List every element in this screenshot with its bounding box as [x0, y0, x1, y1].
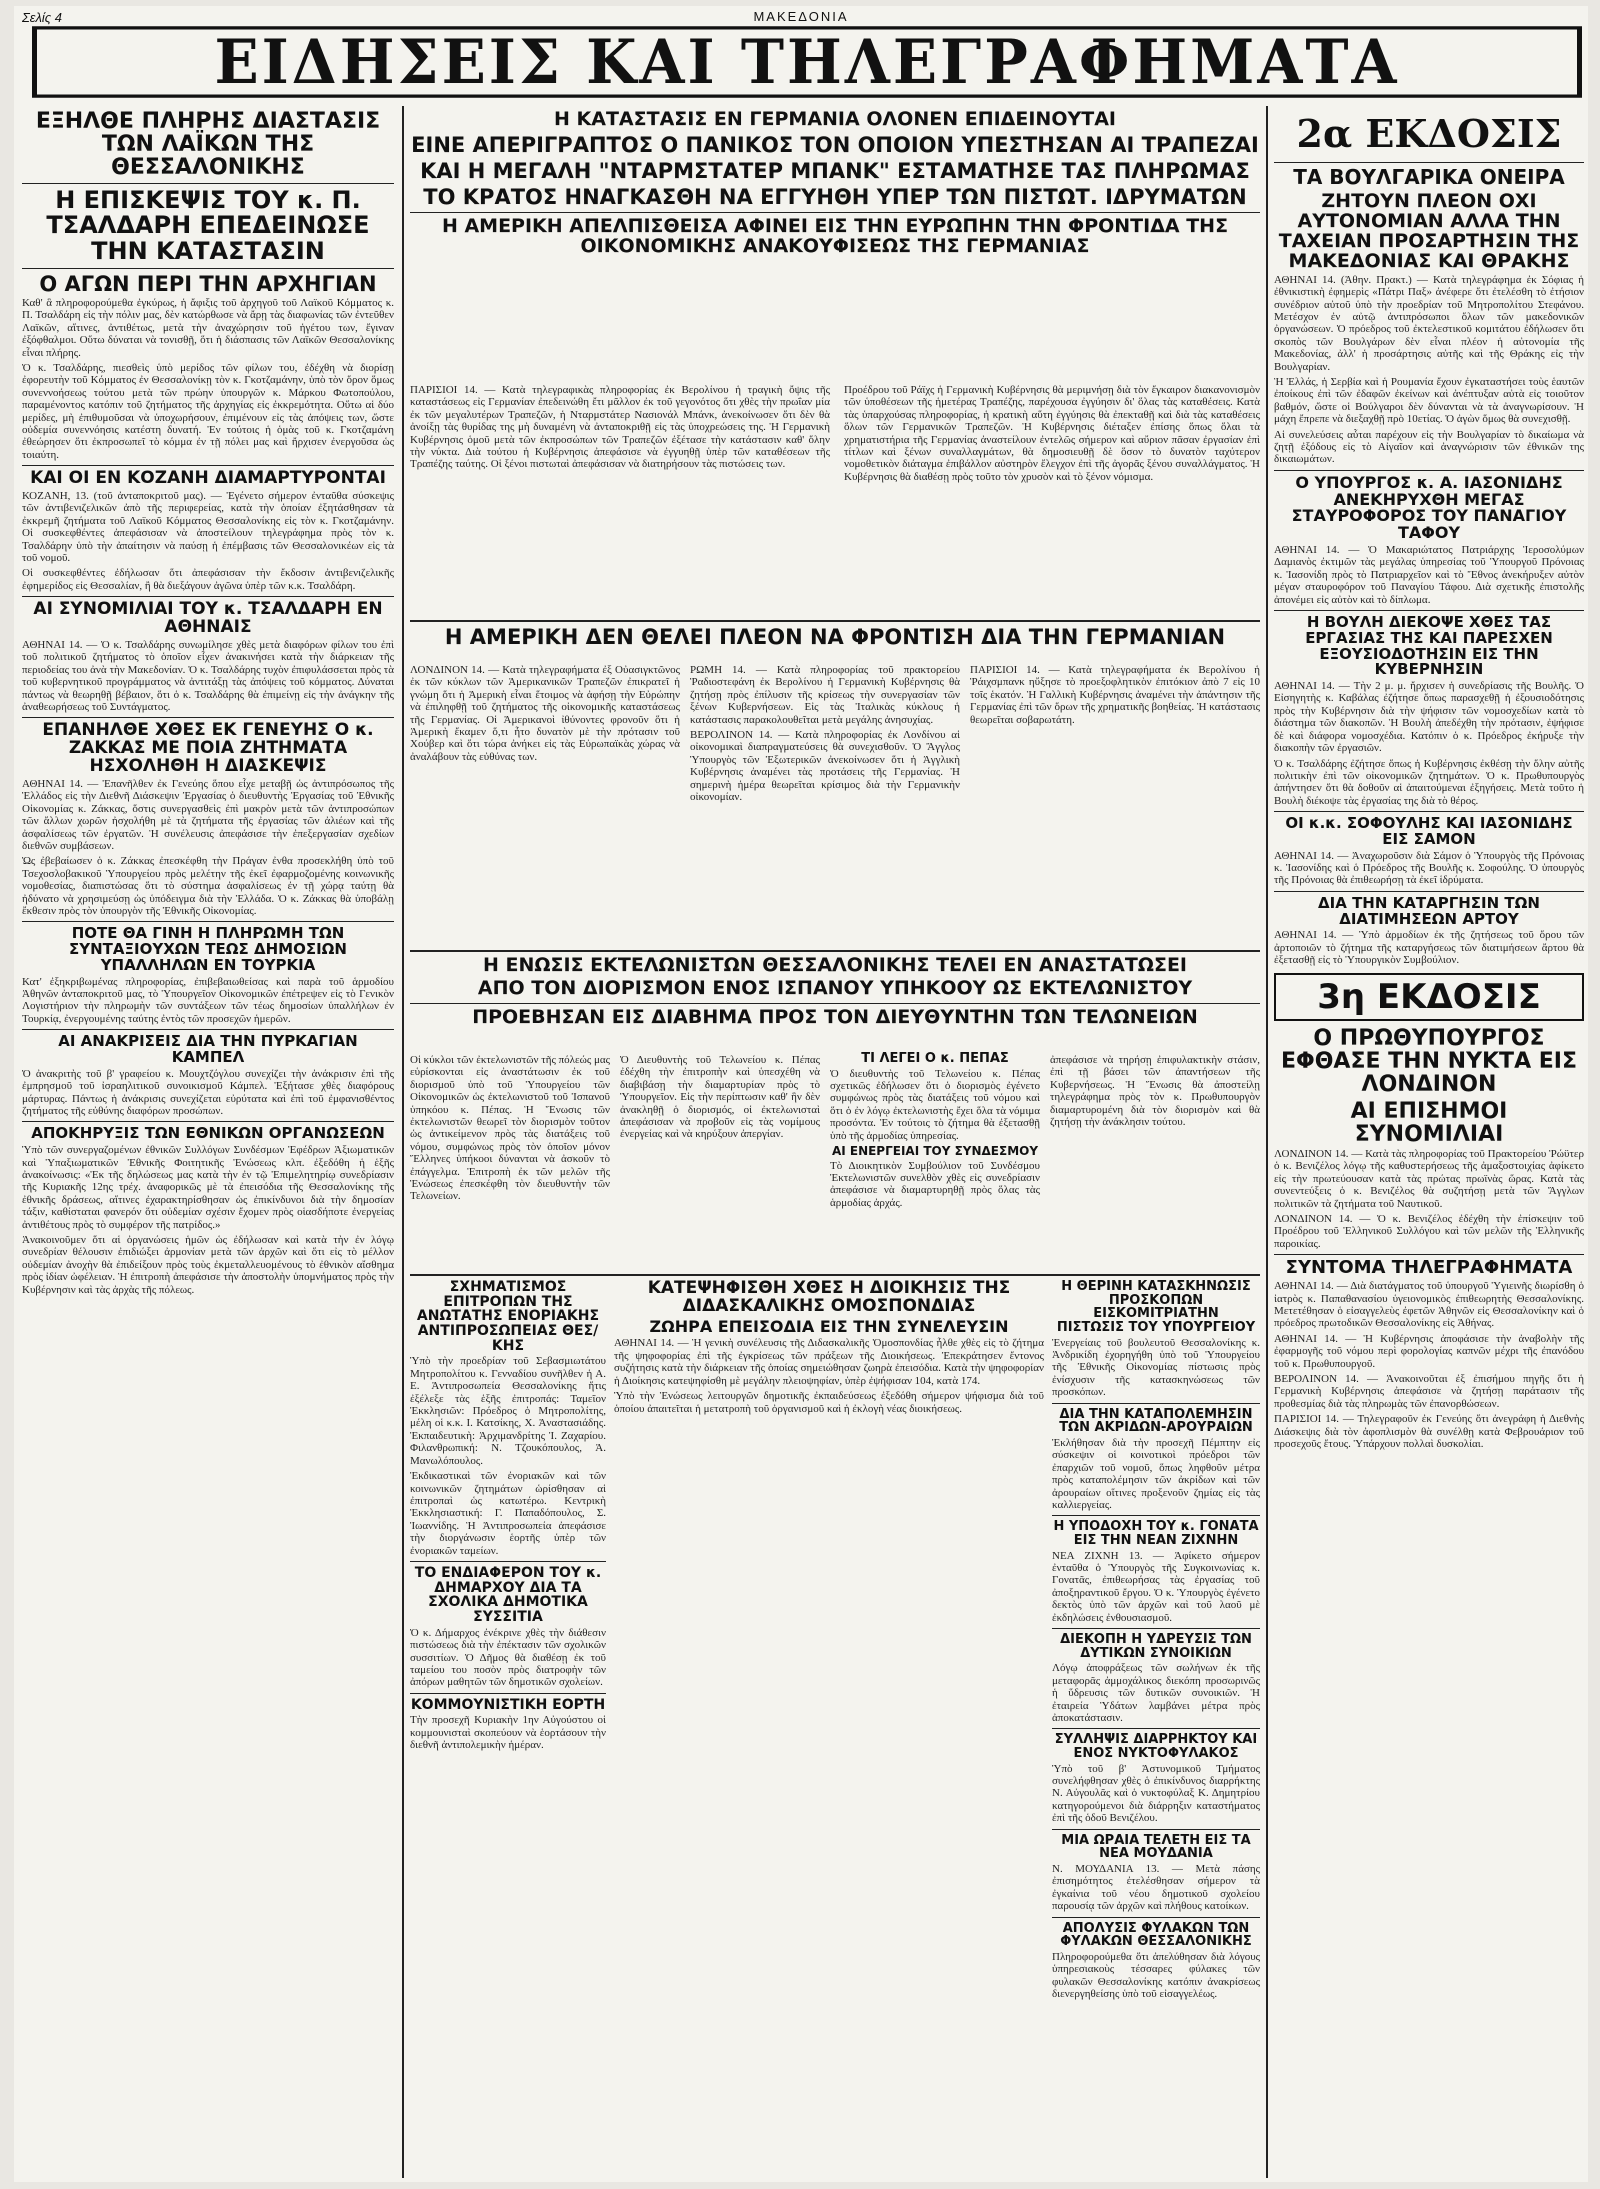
article-text: ΑΘΗΝΑΙ 14. — Ἡ Κυβέρνησις ἀποφάσισε τὴν ἀναβολὴν τῆς ἐφαρμογῆς τοῦ νόμου περὶ φορολογίας καπνῶν μέχρι τῆς ἐπανόδου τοῦ κ. Πρωθυπουργοῦ. [1274, 1332, 1584, 1370]
article-text: Κατ' ἐξηκριβωμένας πληροφορίας, ἐπιβεβαιωθείσας καὶ παρὰ τοῦ ἁρμοδίου Ἀθηνῶν ἀνταποκριτοῦ μας, τὸ Ὑπουργεῖον Οἰκονομικῶν ἐπέτρεψεν εἰς τὸ Γενικὸν Λογιστήριον τὴν πληρωμὴν τῶν συντάξεων τῶν τέως δημοσίων ὑπαλλήλων ἐν Τουρκίᾳ, ἐνεργουμένης ταύτης ἐντὸς τῶν προσεχῶν ἡμερῶν. [22, 975, 394, 1025]
article-text: Ν. ΜΟΥΔΑΝΙΑ 13. — Μετὰ πάσης ἐπισημότητος ἐτελέσθησαν σήμερον τὰ ἐγκαίνια τοῦ νέου δημοτικοῦ σχολείου παρουσίᾳ τῶν ἀρχῶν καὶ πλήθους κατοίκων. [1052, 1862, 1260, 1913]
article-text: Καθ' ἃ πληροφορούμεθα ἐγκύρως, ἡ ἄφιξις τοῦ ἀρχηγοῦ τοῦ Λαϊκοῦ Κόμματος κ. Π. Τσαλδάρη εἰς τὴν πόλιν μας, δὲν κατώρθωσε νὰ ἄρῃ τὰς διαφωνίας τῶν ἐντεῦθεν Λαϊκῶν, αἵτινες, ἀντιθέτως, μετὰ τὴν ἀναχώρησιν τοῦ ἡγέτου των, ἔγιναν ἐξόφθαλμοι. Οὕτω δύναται νὰ τονισθῇ, ὅτι ἡ διάσπασις τῶν Λαϊκῶν Θεσσαλονίκης εἶναι πλήρης. [22, 296, 394, 359]
headline: ΠΙΣΤΩΣΙΣ ΤΟΥ ΥΠΟΥΡΓΕΙΟΥ [1056, 1319, 1256, 1335]
article-text: Ὁ κ. Τσαλδάρης, πιεσθεὶς ὑπὸ μερίδος τῶν φίλων του, ἐδέχθη νὰ διορίσῃ ἐφορευτὴν τοῦ Κόμματος ἐν Θεσσαλονίκῃ τὸν κ. Γκοτζαμάνην, ὑπὸ τὸν ὅρον ὅμως συνεννοήσεως τούτου μετὰ τῶν πρώην ὑπουργῶν κ. Μάρκου Φωτοπούλου, παραμένοντος κατόπιν τοῦ ζητήματος τῆς ἀρχηγίας εἰς ἐκκρεμότητα. Οὕτω αἱ δύο μερίδες, μὴ ἐπιθυμοῦσαι νὰ ὑποχωρήσουν, ἐπιμένουν εἰς τὰς ἀπόψεις των, ὥστε οὐδεμία συνεννόησις κατέστη δυνατή. Ἐν τούτοις ἡ ὁμὰς τοῦ κ. Γκοτζαμάνη ἐθεώρησεν ὅτι ἐκπροσωπεῖ τὸ κόμμα ἐν τῇ πόλει μας καὶ ἤρχισεν ἐνεργοῦσα ὡς τοιαύτη. [22, 361, 394, 461]
headline: ΟΙ κ.κ. ΣΟΦΟΥΛΗΣ ΚΑΙ ΙΑΣΟΝΙΔΗΣ ΕΙΣ ΣΑΜΟΝ [1285, 814, 1573, 848]
article-text: Ἐνεργείαις τοῦ βουλευτοῦ Θεσσαλονίκης κ. Ἀνδρικίδη ἐχορηγήθη ὑπὸ τοῦ Ὑπουργείου τῆς Ἐθνικῆς Οἰκονομίας πίστωσις πρὸς ἐνίσχυσιν τῆς κατασκηνώσεως τῶν προσκόπων. [1052, 1336, 1260, 1399]
article-text: Οἱ κύκλοι τῶν ἐκτελωνιστῶν τῆς πόλεώς μας εὑρίσκονται εἰς ἀναστάτωσιν ἐκ τοῦ διορισμοῦ ὑπὸ τοῦ Ὑπουργείου τῶν Οἰκονομικῶν ὡς ἐκτελωνιστοῦ τοῦ Ἰσπανοῦ ὑπηκόου κ. Πέπας. Ἡ Ἕνωσις τῶν ἐκτελωνιστῶν θεωρεῖ τὸν διορισμὸν τοῦτον ὡς ἀντικείμενον πρὸς τὰς διατάξεις τοῦ νόμου, συμφώνως πρὸς τὸν ὁποῖον μόνον Ἕλληνες ὑπήκοοι δύνανται νὰ ἀσκοῦν τὸ ἐπάγγελμα. Ἐπιτροπὴ ἐκ τῶν μελῶν τῆς Ἑνώσεως ἐπεσκέφθη τὸν διευθυντὴν τῶν Τελωνείων. [410, 1054, 610, 1203]
headline: ΠΟΤΕ ΘΑ ΓΙΝΗ Η ΠΛΗΡΩΜΗ ΤΩΝ ΣΥΝΤΑΞΙΟΥΧΩΝ ΤΕΩΣ ΔΗΜΟΣΙΩΝ ΥΠΑΛΛΗΛΩΝ ΕΝ ΤΟΥΡΚΙΑ [69, 924, 347, 974]
article-text: ἀπεφάσισε νὰ τηρήσῃ ἐπιφυλακτικὴν στάσιν, ἐπὶ τῇ βάσει τῶν ἀπαντήσεων τῆς Κυβερνήσεως. Ἡ Ἕνωσις θὰ ἀποστείλῃ τηλεγράφημα πρὸς τὸν κ. Πρωθυπουργὸν διαμαρτυρομένη διὰ τὸν διορισμὸν καὶ θὰ ζητήσῃ τὴν ἀνάκλησιν τούτου. [1050, 1054, 1260, 1129]
headline: ΖΩΗΡΑ ΕΠΕΙΣΟΔΙΑ ΕΙΣ ΤΗΝ ΣΥΝΕΛΕΥΣΙΝ [649, 1316, 1009, 1336]
lower-center-col-c [1052, 1280, 1260, 2176]
headline: Η ΑΜΕΡΙΚΗ ΔΕΝ ΘΕΛΕΙ ΠΛΕΟΝ ΝΑ ΦΡΟΝΤΙΣΗ ΔΙΑ ΤΗΝ ΓΕΡΜΑΝΙΑΝ [444, 626, 1226, 649]
article-text: Τὸ Διοικητικὸν Συμβούλιον τοῦ Συνδέσμου Ἐκτελωνιστῶν συνελθὸν χθὲς εἰς συνεδρίασιν ἀπεφάσισε νὰ διαμαρτυρηθῇ πρὸς ὅλας τὰς ἁρμοδίας ἀρχάς. [830, 1159, 1040, 1209]
divider [410, 1274, 1260, 1276]
headline: Η ΥΠΟΔΟΧΗ ΤΟΥ κ. ΓΟΝΑΤΑ ΕΙΣ ΤΗΝ ΝΕΑΝ ΖΙΧΝΗΝ [1053, 1519, 1259, 1548]
article-text: Ὑπὸ τὴν προεδρίαν τοῦ Σεβασμιωτάτου Μητροπολίτου κ. Γενναδίου συνῆλθεν ἡ Α. Ε. Ἀντιπροσωπεία Θεσσαλονίκης ἥτις ἐξέλεξε τὰς ἑξῆς ἐπιτροπάς: Ταμεῖον Ἐκκλησιῶν: Πρόεδρος ὁ Μητροπολίτης, μέλη οἱ κ.κ. Ι. Κατσίκης, Χ. Ἀναστασιάδης. Ἐκπαιδευτικὴ: Ἀρχιμανδρίτης Ἰ. Ζαχαρίου. Φιλανθρωπική: Ν. Τζουκόπουλος, Ἀ. Μανωλόπουλος. [410, 1355, 606, 1467]
headline: ΜΙΑ ΩΡΑΙΑ ΤΕΛΕΤΗ ΕΙΣ ΤΑ ΝΕΑ ΜΟΥΔΑΝΙΑ [1061, 1832, 1251, 1862]
headline: ΔΙΕΚΟΠΗ Η ΥΔΡΕΥΣΙΣ ΤΩΝ ΔΥΤΙΚΩΝ ΣΥΝΟΙΚΙΩΝ [1060, 1632, 1252, 1661]
divider [410, 950, 1260, 952]
article-text: ΡΩΜΗ 14. — Κατὰ πληροφορίας τοῦ πρακτορείου Ῥαδιοστεφάνη ἐκ Βερολίνου ἡ Γερμανικὴ Κυβέρνησις θὰ ζητήσῃ πρὸς ἐπίλυσιν τῆς κρίσεως τὴν συνεργασίαν τῶν ξένων Κυβερνήσεων. Εἰς τὰς Ἰταλικὰς κύκλους ἡ κατάστασις παρακολουθεῖται μετὰ μεγάλης ἀνησυχίας. [690, 664, 960, 726]
headline: ΔΙΑ ΤΗΝ ΚΑΤΑΠΟΛΕΜΗΣΙΝ ΤΩΝ ΑΚΡΙΔΩΝ-ΑΡΟΥΡΑΙΩΝ [1059, 1406, 1253, 1436]
article-text: ΠΑΡΙΣΙΟΙ 14. — Τηλεγραφοῦν ἐκ Γενεύης ὅτι ἀνεγράφη ἡ Διεθνὴς Διάσκεψις διὰ τὸν ἀφοπλισμὸν θὰ συνέλθῃ κατὰ Φεβρουάριον τοῦ προσεχοῦς ἔτους. Ὑπάρχουν πολλαὶ δυσκολίαι. [1274, 1413, 1584, 1451]
article-text: Ὁ Διευθυντὴς τοῦ Τελωνείου κ. Πέπας ἐδέχθη τὴν ἐπιτροπὴν καὶ ὑπεσχέθη νὰ διαβιβάσῃ τὴν διαμαρτυρίαν πρὸς τὸ Ὑπουργεῖον. Εἰς τὴν περίπτωσιν καθ' ἣν δὲν ἀνακληθῇ ὁ διορισμός, οἱ ἐκτελωνισταὶ ἀπεφάσισαν νὰ προβοῦν εἰς τὰς νομίμους ἐνεργείας καὶ νὰ κηρύξουν ἀπεργίαν. [620, 1054, 820, 1141]
headline: ΑΠΟ ΤΟΝ ΔΙΟΡΙΣΜΟΝ ΕΝΟΣ ΙΣΠΑΝΟΥ ΥΠΗΚΟΟΥ ΩΣ ΕΚΤΕΛΩΝΙΣΤΟΥ [477, 976, 1193, 999]
headline: Η ΘΕΡΙΝΗ ΚΑΤΑΣΚΗΝΩΣΙΣ ΠΡΟΣΚΟΠΩΝ ΕΙΣΚΟΜΙΤΡΙΑΤΗΝ [1061, 1280, 1251, 1322]
headline: ΣΥΛΛΗΨΙΣ ΔΙΑΡΡΗΚΤΟΥ ΚΑΙ ΕΝΟΣ ΝΥΚΤΟΦΥΛΑΚΟΣ [1054, 1732, 1258, 1761]
headline: ΤΟ ΚΡΑΤΟΣ ΗΝΑΓΚΑΣΘΗ ΝΑ ΕΓΓΥΗΘΗ ΥΠΕΡ ΤΩΝ ΠΙΣΤΩΤ. ΙΔΡΥΜΑΤΩΝ [423, 185, 1247, 210]
customs-headline-block [410, 956, 1260, 1046]
article-text: Ὁ κ. Δήμαρχος ἐνέκρινε χθὲς τὴν διάθεσιν πιστώσεως διὰ τὴν ἐπέκτασιν τῶν σχολικῶν συσσιτίων. Ὁ Δῆμος θὰ διαθέσῃ ἐκ τοῦ ταμείου του ποσὸν πρὸς διατροφὴν τῶν ἀπόρων μαθητῶν τῶν δημοτικῶν σχολείων. [410, 1626, 606, 1689]
article-text: ΠΑΡΙΣΙΟΙ 14. — Κατὰ τηλεγραφήματα ἐκ Βερολίνου ἡ Ῥάιχσμπανκ ηὔξησε τὸ προεξοφλητικὸν ἐπιτόκιον ἀπὸ 7 εἰς 10 τοῖς ἑκατόν. Ἡ Γαλλικὴ Κυβέρνησις ἀναμένει τὴν ἀπάντησιν τῆς Γερμανίας ἐπὶ τῶν ὅρων τῆς χρηματικῆς βοηθείας. Ἡ κατάστασις θεωρεῖται σοβαρωτάτη. [970, 664, 1260, 726]
germany-article-left [410, 382, 830, 618]
article-text: Ὑπὸ τὴν Ἑνώσεως λειτουργῶν δημοτικῆς ἐκπαιδεύσεως ἐξεδόθη σήμερον ψήφισμα διὰ τοῦ ὁποίου ἀπαιτεῖται ἡ μετατροπὴ τοῦ ὀργανισμοῦ καὶ ἡ ἐκλογὴ νέας διοικήσεως. [614, 1390, 1044, 1415]
article-text: Τὴν προσεχῆ Κυριακὴν 1ην Αὐγούστου οἱ κομμουνισταὶ σκοπεύουν νὰ ἑορτάσουν τὴν διεθνῆ ἀντιπολεμικὴν ἡμέραν. [410, 1714, 606, 1752]
article-text: ΠΑΡΙΣΙΟΙ 14. — Κατὰ τηλεγραφικὰς πληροφορίας ἐκ Βερολίνου ἡ τραγικὴ ὄψις τῆς καταστάσεως εἰς Γερμανίαν ἐπεδεινώθη ἔτι μᾶλλον ἐκ τοῦ γεγονότος ὅτι χθὲς τὴν πρωΐαν μία ἐκ τῶν μεγαλυτέρων Τραπεζῶν, ἡ Νταρμστάτερ Νασιονάλ Μπάνκ, ἀνεκοίνωσεν ὅτι δὲν θὰ ἀνοίξῃ τὰς θυρίδας της μὴ δυναμένη νὰ ἀνταποκριθῇ εἰς τὰς ὑποχρεώσεις της. Ἡ Γερμανικὴ Κυβέρνησις ὁμοῦ μετὰ τῶν ἐκπροσώπων τῶν Τραπεζῶν ἐξέτασε τὴν κατάστασιν καθ' ὅλην τὴν νύκτα. Διὰ τούτου ἡ Κυβέρνησις ἀπεφάσισε νὰ ἐγγυηθῇ ὑπὲρ τῶν καταθέσεων τῆς Τραπέζης ταύτης. Οἱ ξένοι πιστωταὶ ἀπεφάσισαν νὰ διατηρήσουν τὰς πιστώσεις των. [410, 384, 830, 471]
newspaper-page [14, 6, 1588, 2182]
column-rule [402, 106, 404, 2178]
article-text: Προέδρου τοῦ Ράϊχς ἡ Γερμανικὴ Κυβέρνησις θὰ μεριμνήσῃ διὰ τὸν ἔγκαιρον διακανονισμὸν τῶν ὑποθέσεων τῆς ἡμετέρας Τραπέζης, παρέχουσα ἐγγύησιν δι' ὅλας τὰς καταθέσεις. Κατὰ τὰς ὑπαρχούσας πληροφορίας, ἡ κρατικὴ αὕτη ἐγγύησις θὰ ἐπεκταθῇ καὶ διὰ τὰς καταθέσεις ὅλων τῶν Γερμανικῶν Τραπεζῶν. Ἡ Κυβέρνησις διέταξεν ἐπίσης ὅπως ὅλαι τὰ χρηματιστήρια τῆς Γερμανίας ἀναστείλουν ἐντελῶς σήμερον καὶ αὔριον πᾶσαν ἐργασίαν ἐπὶ τίτλων καὶ ξένων συναλλαγμάτων, θὰ δημοσιευθῇ δὲ ὅσον τὸ δυνατὸν ταχύτερον νομοθετικὸν διάταγμα ἐπιβάλλον αὐστηρὸν ἔλεγχον ἐπὶ τῆς ἀγορᾶς ξένου συναλλάγματος. Ἡ Κυβέρνησις θὰ διαθέσῃ πρὸς τοῦτο τὸν χρυσὸν καὶ τὸ ξένον νόμισμα. [844, 384, 1260, 483]
headline: Ο ΥΠΟΥΡΓΟΣ κ. Α. ΙΑΣΟΝΙΔΗΣ ΑΝΕΚΗΡΥΧΘΗ ΜΕΓΑΣ ΣΤΑΥΡΟΦΟΡΟΣ ΤΟΥ ΠΑΝΑΓΙΟΥ ΤΑΦΟΥ [1291, 472, 1567, 543]
article-text: ΚΟΖΑΝΗ, 13. (τοῦ ἀνταποκριτοῦ μας). — Ἐγένετο σήμερον ἐνταῦθα σύσκεψις τῶν ἀντιβενιζελικῶν ἀπὸ τῆς περιφερείας, κατὰ τὴν ὁποίαν ἐξητάσθησαν τὰ ἐκκρεμῆ ζητήματα τοῦ Λαϊκοῦ Κόμματος Θεσσαλονίκης εἰς τὸν κ. Γκοτζαμάνην. Οἱ συσκεφθέντες ἀπεφάσισαν νὰ ἀποστείλουν τηλεγράφημα πρὸς τὸν κ. Τσαλδάρην ὑπὸ τὴν ἀπαίτησιν νὰ παύσῃ ἡ ἐπέμβασις τῶν Θεσσαλονικέων εἰς τὰ τοῦ νομοῦ. [22, 490, 394, 565]
article-text: ΑΘΗΝΑΙ 14. — Ὁ Μακαριώτατος Πατριάρχης Ἱεροσολύμων Δαμιανὸς ἐκτιμῶν τὰς μεγάλας ὑπηρεσίας τοῦ Ὑπουργοῦ Πρόνοιας κ. Ἰασονίδη πρὸς τὸ Πατριαρχεῖον καὶ τὸ Ἔθνος ἀνεκήρυξεν αὐτὸν μέγαν σταυροφόρον τοῦ Παναγίου Τάφου. Διὰ σχετικῆς ἐπιστολῆς ἀπονέμει εἰς αὐτὸν καὶ τὸ δίπλωμα. [1274, 544, 1584, 606]
customs-col-4 [1050, 1052, 1260, 1272]
article-text: ΑΘΗΝΑΙ 14. — Ἐπανῆλθεν ἐκ Γενεύης ὅπου εἶχε μεταβῇ ὡς ἀντιπρόσωπος τῆς Ἑλλάδος εἰς τὴν Διεθνῆ Διάσκεψιν Ἐργασίας ὁ διευθυντὴς Ἐργασίας τοῦ Ἐθνικῆς Οἰκονομίας κ. Ζάκκας, ὅστις συνεργασθεὶς ἐπὶ μακρὸν μετὰ τῶν ἀντιπροσώπων τῶν ἄλλων χωρῶν ἠσχολήθη μὲ τὰ ζητήματα τῆς ἐργασίας τῶν ἀλιέων καὶ τῆς ἀσφαλίσεως τῶν ἐργατῶν. Ἡ συνέλευσις ἀπεφάσισε τὴν ἐπεξεργασίαν σχεδίων διεθνῶν συμβάσεων. [22, 777, 394, 852]
lower-center-col-a [410, 1280, 606, 2176]
lower-center-col-b [614, 1280, 1044, 2176]
article-text: Λόγῳ ἀποφράξεως τῶν σωλήνων ἐκ τῆς μεταφορᾶς ἀμμοχάλικος διεκόπη προσωρινῶς ἡ ὕδρευσις τῶν δυτικῶν συνοικιῶν. Ἡ ἐταιρεία Ὑδάτων λαμβάνει μέτρα πρὸς ἀποκατάστασιν. [1052, 1662, 1260, 1724]
article-text: Αἱ συνελεύσεις αὗται παρέχουν εἰς τὴν Βουλγαρίαν τὸ δικαίωμα νὰ ζητῇ ἐξόδους εἰς τὸ Αἰγαῖον καὶ ἀναγνώρισιν τῶν ἐθνικῶν της δικαιωμάτων. [1274, 428, 1584, 466]
headline: ΚΑΙ Η ΜΕΓΑΛΗ "ΝΤΑΡΜΣΤΑΤΕΡ ΜΠΑΝΚ" ΕΣΤΑΜΑΤΗΣΕ ΤΑΣ ΠΛΗΡΩΜΑΣ [420, 158, 1250, 183]
america-col-1 [410, 662, 680, 946]
headline: Η ΑΜΕΡΙΚΗ ΑΠΕΛΠΙΣΘΕΙΣΑ ΑΦΙΝΕΙ ΕΙΣ ΤΗΝ ΕΥΡΩΠΗΝ ΤΗΝ ΦΡΟΝΤΙΔΑ ΤΗΣ ΟΙΚΟΝΟΜΙΚΗΣ ΑΝΑΚΟΥΦΙΣΕΩΣ ΤΗΣ ΓΕΡΜΑΝΙΑΣ [441, 215, 1229, 258]
article-text: Ὁ διευθυντὴς τοῦ Τελωνείου κ. Πέπας σχετικῶς ἐδήλωσεν ὅτι ὁ διορισμὸς ἐγένετο συμφώνως πρὸς τὰς διατάξεις τοῦ νόμου καὶ ὅτι ὁ ἐν λόγῳ ἐκτελωνιστὴς ἔχει ὅλα τὰ νόμιμα προσόντα. Ἐν τούτοις τὸ ζήτημα θὰ ἐξετασθῇ ὑπὸ τῆς ἁρμοδίας ὑπηρεσίας. [830, 1067, 1040, 1142]
article-text: Ὁ κ. Τσαλδάρης ἐζήτησε ὅπως ἡ Κυβέρνησις ἐκθέσῃ τὴν ὅλην αὐτῆς πολιτικὴν ἐπὶ τῶν οἰκονομικῶν ζητημάτων. Ὁ κ. Πρωθυπουργὸς ἀπήντησεν ὅτι θὰ δοθοῦν αἱ ἀπαιτούμεναι ἐξηγήσεις. Μετὰ τοῦτο ἡ Βουλὴ διέκοψε τὰς ἐργασίας της διὰ τὸ θέρος. [1274, 757, 1584, 807]
article-text: ΛΟΝΔΙΝΟΝ 14. — Κατὰ τὰς πληροφορίας τοῦ Πρακτορείου Ῥώϋτερ ὁ κ. Βενιζέλος λόγῳ τῆς καθυστερήσεως τῆς ἀμαξοστοιχίας ἀφίκετο εἰς τὴν πρωτεύουσαν κατὰ τὰς πρώτας πρωϊνὰς ὥρας. Κατὰ τὰς συνεντεύξεις ὁ κ. Βενιζέλος θὰ συζητήσῃ μετὰ τῶν Ἄγγλων πολιτικῶν τὰ ζητήματα τοῦ Ναυτικοῦ. [1274, 1148, 1584, 1210]
edition-3-label: 3η ΕΚΔΟΣΙΣ [1274, 973, 1584, 1021]
headline: ΕΠΑΝΗΛΘΕ ΧΘΕΣ ΕΚ ΓΕΝΕΥΗΣ Ο κ. ΖΑΚΚΑΣ ΜΕ ΠΟΙΑ ΖΗΤΗΜΑΤΑ ΗΣΧΟΛΗΘΗ Η ΔΙΑΣΚΕΨΙΣ [42, 720, 374, 777]
article-text: Ἐκδικαστικαὶ τῶν ἐνοριακῶν καὶ τῶν κοινωνικῶν ζητημάτων ὡρίσθησαν αἱ ἐπιτροπαὶ ὡς κατωτέρω. Κεντρικὴ Ἐκκλησιαστική: Γ. Παπαδόπουλος, Σ. Ἰωαννίδης. Ἡ Ἀντιπροσωπεία ἀπεφάσισε τὴν διοργάνωσιν ἑορτῆς ὑπὲρ τῶν ἐνοριακῶν ταμείων. [410, 1470, 606, 1557]
headline: ΚΑΙ ΟΙ ΕΝ ΚΟΖΑΝΗ ΔΙΑΜΑΡΤΥΡΟΝΤΑΙ [30, 468, 386, 489]
customs-col-2 [620, 1052, 820, 1272]
headline: ΕΞΗΛΘΕ ΠΛΗΡΗΣ ΔΙΑΣΤΑΣΙΣ ΤΩΝ ΛΑΪΚΩΝ ΤΗΣ ΘΕΣΣΑΛΟΝΙΚΗΣ [35, 110, 381, 181]
headline: ΠΡΟΕΒΗΣΑΝ ΕΙΣ ΔΙΑΒΗΜΑ ΠΡΟΣ ΤΟΝ ΔΙΕΥΘΥΝΤΗΝ ΤΩΝ ΤΕΛΩΝΕΙΩΝ [472, 1005, 1198, 1028]
article-text: Οἱ συσκεφθέντες ἐδήλωσαν ὅτι ἀπεφάσισαν τὴν ἔκδοσιν ἀντιβενιζελικῆς ἐφημερίδος εἰς Θεσσαλίαν, ἢ θὰ διεξάγουν ἀγῶνα ὑπὲρ τῶν κ.κ. Τσαλδάρη. [22, 567, 394, 592]
article-text: ΑΘΗΝΑΙ 14. — Διὰ διατάγματος τοῦ ὑπουργοῦ Ὑγιεινῆς διωρίσθη ὁ ἰατρὸς κ. Παπαθανασίου ὑγειονομικὸς ἐπιθεωρητὴς Θεσσαλονίκης. Μετετέθησαν ὁ εἰσαγγελεὺς ἐφετῶν Ἀθηνῶν εἰς Θεσσαλονίκην καὶ ὁ πρόεδρος πρωτοδικῶν Θεσσαλονίκης εἰς Ἀθήνας. [1274, 1280, 1584, 1330]
column-rule [1266, 106, 1268, 2178]
article-text: ΒΕΡΟΛΙΝΟΝ 14. — Ἀνακοινοῦται ἐξ ἐπισήμου πηγῆς ὅτι ἡ Γερμανικὴ Κυβέρνησις ἀπεφάσισε νὰ ζητήσῃ παράτασιν τῆς προθεσμίας διὰ τὰς πληρωμὰς τῶν ἐπανορθώσεων. [1274, 1373, 1584, 1410]
article-text: ΑΘΗΝΑΙ 14. — Ἡ γενικὴ συνέλευσις τῆς Διδασκαλικῆς Ὁμοσπονδίας ἦλθε χθὲς εἰς τὸ ζήτημα τῆς ψηφοφορίας ἐπὶ τῆς ἐγκρίσεως τῶν πράξεων τῆς Διοικήσεως. Ἐπεκράτησεν ἔντονος συζήτησις κατὰ τὴν διάρκειαν τῆς ὁποίας σημειώθησαν ζωηρὰ ἐπεισόδια. Κατὰ τὴν ψηφοφορίαν ἡ Διοίκησις κατεψηφίσθη μὲ μεγάλην πλειοψηφίαν, ὑπὲρ ἐψήφισαν 104, κατὰ 174. [614, 1337, 1044, 1387]
america-col-2 [690, 662, 960, 946]
article-text: Ἡ Ἑλλάς, ἡ Σερβία καὶ ἡ Ρουμανία ἔχουν ἐγκαταστήσει τοὺς ἑαυτῶν ἐποίκους ἐπὶ τῶν ἐδαφῶν ἐκείνων καὶ ἀνέπτυξαν αὐτὰ εἰς τοιοῦτον βαθμόν, ὥστε οἱ Βούλγαροι δὲν δύνανται νὰ τὰ ἀναγνωρίσουν. Ἡ μάχη ἔπρεπε νὰ διεξαχθῇ πρὸ 10ετίας. Ὁ ἀγὼν ὅμως θὰ συνεχισθῇ. [1274, 376, 1584, 426]
headline: ΤΑ ΒΟΥΛΓΑΡΙΚΑ ΟΝΕΙΡΑ [1293, 165, 1565, 189]
article-text: Πληροφορούμεθα ὅτι ἀπελύθησαν διὰ λόγους ὑπηρεσιακοὺς τέσσαρες φύλακες τῶν φυλακῶν Θεσσαλονίκης κατόπιν ἀνακρίσεως διενεργηθείσης ὑπὸ τοῦ εἰσαγγελέως. [1052, 1950, 1260, 2001]
headline: ΣΥΝΤΟΜΑ ΤΗΛΕΓΡΑΦΗΜΑΤΑ [1285, 1257, 1573, 1279]
article-text: ΑΘΗΝΑΙ 14. (Ἀθην. Πρακτ.) — Κατὰ τηλεγράφημα ἐκ Σόφιας ἡ ἐθνικιστικὴ ἐφημερὶς «Πάτρι Παξ» ἀνέφερε ὅτι ἐτελέσθη τὸ ἐτήσιον συνέδριον αὐτοῦ ὑπὸ τὴν προεδρίαν τοῦ Μητροπολίτου Στεφάνου. Μετέσχον ἐν αὐτῷ ἀντιπρόσωποι ὅλων τῶν μακεδονικῶν ὀργανώσεων. Ὁ πρόεδρος τοῦ ἐκτελεστικοῦ κομιτάτου ἐδήλωσεν ὅτι σκοπὸς τῶν Βουλγάρων δὲν εἶναι πλέον ἡ αὐτονομία τῆς Μακεδονίας, ἀλλ' ἡ προσάρτησις αὐτῆς καὶ τῆς Θράκης εἰς τὴν Βουλγαρίαν. [1274, 273, 1584, 373]
article-text: ΝΕΑ ΖΙΧΝΗ 13. — Ἀφίκετο σήμερον ἐνταῦθα ὁ Ὑπουργὸς τῆς Συγκοινωνίας κ. Γονατᾶς, ἐπιθεωρήσας τὰς ἐργασίας τοῦ ἀποξηραντικοῦ ἔργου. Ὁ κ. Ὑπουργὸς ἐγένετο δεκτὸς ὑπὸ τῶν ἀρχῶν καὶ τοῦ λαοῦ μὲ ἐκδηλώσεις ἐνθουσιασμοῦ. [1052, 1549, 1260, 1624]
headline: ΕΙΝΕ ΑΠΕΡΙΓΡΑΠΤΟΣ Ο ΠΑΝΙΚΟΣ ΤΟΝ ΟΠΟΙΟΝ ΥΠΕΣΤΗΣΑΝ ΑΙ ΤΡΑΠΕΖΑΙ [411, 132, 1259, 157]
america-headline [410, 626, 1260, 656]
headline: Η ΚΑΤΑΣΤΑΣΙΣ ΕΝ ΓΕΡΜΑΝΙΑ ΟΛΟΝΕΝ ΕΠΙΔΕΙΝΟΥΤΑΙ [554, 110, 1116, 130]
article-text: ΑΘΗΝΑΙ 14. — Τὴν 2 μ. μ. ἤρχισεν ἡ συνεδρίασις τῆς Βουλῆς. Ὁ Εἰσηγητὴς κ. Καβάλας ἐζήτησε ὅπως παρασχεθῇ ἡ ἐξουσιοδότησις πρὸς τὴν Κυβέρνησιν διὰ τὴν ψήφισιν τῶν νομοσχεδίων κατὰ τὸ διάστημα τῶν διακοπῶν. Ἡ Βουλὴ ἀπεδέχθη τὴν πρότασιν, ἐψήφισε δὲ καὶ διάφορα νομοσχέδια. Κατόπιν ὁ κ. Πρόεδρος ἐκήρυξε τὴν διακοπὴν τῶν ἐργασιῶν. [1274, 680, 1584, 755]
right-column [1274, 110, 1584, 2178]
headline: ΚΟΜΜΟΥΝΙΣΤΙΚΗ ΕΟΡΤΗ [410, 1696, 606, 1713]
headline: ΑΠΟΚΗΡΥΞΙΣ ΤΩΝ ΕΘΝΙΚΩΝ ΟΡΓΑΝΩΣΕΩΝ [31, 1124, 385, 1143]
headline: Η ΒΟΥΛΗ ΔΙΕΚΟΨΕ ΧΘΕΣ ΤΑΣ ΕΡΓΑΣΙΑΣ ΤΗΣ ΚΑΙ ΠΑΡΕΣΧΕΝ ΕΞΟΥΣΙΟΔΟΤΗΣΙΝ ΕΙΣ ΤΗΝ ΚΥΒΕΡΝΗΣΙΝ [1305, 613, 1553, 679]
article-text: Ὑπὸ τῶν συνεργαζομένων ἐθνικῶν Συλλόγων Συνδέσμων Ἐφέδρων Ἀξιωματικῶν καὶ Ὑπαξιωματικῶν Ἐθνικῆς Φοιτητικῆς Ἑνώσεως κλπ. ἐξεδόθη ἡ ἑξῆς ἀνακοίνωσις: «Ἐκ τῆς δηλώσεως μας κατὰ τὴν ἐν τῷ Ἐπιμελητηρίῳ συνεδρίασιν τῆς Κυριακῆς 12ης τρέχ. ἀναφορικῶς μὲ τὰ ἐπεισόδια τῆς Θεσσαλονίκης τῆς ἐθνικῆς δράσεως, αἵτινες ἐχαρακτηρίσθησαν ὡς ἐπικίνδυνοι διὰ τὴν δημοσίαν τάξιν, καθίσταται φανερόν ὅτι οὐδεμίαν σχέσιν ἔχομεν πρὸς οἱασδήποτε ἐνεργείας ἀντιθέτους πρὸς τὸ συμφέρον τῆς πατρίδος.» [22, 1144, 394, 1231]
headline: ΚΑΤΕΨΗΦΙΣΘΗ ΧΘΕΣ Η ΔΙΟΙΚΗΣΙΣ ΤΗΣ ΔΙΔΑΣΚΑΛΙΚΗΣ ΟΜΟΣΠΟΝΔΙΑΣ [647, 1280, 1011, 1316]
headline: ΖΗΤΟΥΝ ΠΛΕΟΝ ΟΧΙ ΑΥΤΟΝΟΜΙΑΝ ΑΛΛΑ ΤΗΝ ΤΑΧΕΙΑΝ ΠΡΟΣΑΡΤΗΣΙΝ ΤΗΣ ΜΑΚΕΔΟΝΙΑΣ ΚΑΙ ΘΡΑΚΗΣ [1278, 190, 1580, 272]
article-text: Ὡς ἐβεβαίωσεν ὁ κ. Ζάκκας ἐπεσκέφθη τὴν Πράγαν ἐνθα προσεκλήθη ὑπὸ τοῦ Τσεχοσλοβακικοῦ Ὑπουργείου πρὸς μελέτην τῆς ἐκεῖ ἐφαρμοζομένης κοινωνικῆς νομοθεσίας, διαπιστώσας ὅτι τὸ σύστημα ἀσφαλίσεως ἐν τῇ χώρᾳ ταύτῃ θὰ ἠδύνατο νὰ χρησιμεύσῃ ὡς ὑπόδειγμα διὰ τὴν Ἑλλάδα. Ὁ κ. Ζάκκας θὰ ὑποβάλῃ ἔκθεσιν πρὸς τὸν ὑπουργὸν τῆς Ἐθνικῆς Οἰκονομίας. [22, 855, 394, 917]
article-text: Ὑπὸ τοῦ β' Ἀστυνομικοῦ Τμήματος συνελήφθησαν χθὲς ὁ ἐπικίνδυνος διαρρήκτης Ν. Αὐγουλᾶς καὶ ὁ νυκτοφύλαξ Κ. Δημητρίου κατηγορούμενοι διὰ διάρρηξιν καταστήματος ἐπὶ τῆς ὁδοῦ Βενιζέλου. [1052, 1762, 1260, 1825]
article-text: ΑΘΗΝΑΙ 14. — Ὑπὸ ἀρμοδίων ἐκ τῆς ζητήσεως τοῦ ὅρου τῶν ἀρτοποιῶν τὸ ζήτημα τῆς καταργήσεως τῶν διατιμήσεων ἄρτου θὰ ἐξετασθῇ εἰς τὸ Ὑπουργικὸν Συμβούλιον. [1274, 929, 1584, 967]
headline: Η ΕΝΩΣΙΣ ΕΚΤΕΛΩΝΙΣΤΩΝ ΘΕΣΣΑΛΟΝΙΚΗΣ ΤΕΛΕΙ ΕΝ ΑΝΑΣΤΑΤΩΣΕΙ [482, 956, 1187, 976]
article-text: Ἀνακοινοῦμεν ὅτι αἱ ὀργανώσεις ἡμῶν ὡς ἐδήλωσαν καὶ κατὰ τὴν ἐν λόγῳ συνεδρίαν θέλουσιν ἐπιδιώξει ἀρμονίαν μετὰ τῶν ἀρχῶν καὶ ὅτι εἰς τὸ μέλλον οὐδεμίαν ἀνοχὴν θὰ ἐπιδείξουν πρὸς τοὺς ἐκμεταλλευομένους τὸ ἐθνικὸν αἴσθημα πρὸς ἰδίαν ὠφέλειαν. Ἡ ἐπιτροπὴ ἀπεφάσισε τὴν ἀποστολὴν ὑπομνήματος πρὸς τὴν Κυβέρνησιν καὶ τὰς ἀρχὰς τῆς πόλεως. [22, 1233, 394, 1296]
headline: ΑΙ ΕΝΕΡΓΕΙΑΙ ΤΟΥ ΣΥΝΔΕΣΜΟΥ [831, 1144, 1039, 1159]
headline: Ο ΠΡΩΘΥΠΟΥΡΓΟΣ ΕΦΘΑΣΕ ΤΗΝ ΝΥΚΤΑ ΕΙΣ ΛΟΝΔΙΝΟΝ [1281, 1025, 1577, 1097]
customs-col-3 [830, 1052, 1040, 1272]
left-column [22, 110, 394, 2178]
headline: ΣΧΗΜΑΤΙΣΜΟΣ ΕΠΙΤΡΟΠΩΝ ΤΗΣ ΑΝΩΤΑΤΗΣ ΕΝΟΡΙΑΚΗΣ ΑΝΤΙΠΡΟΣΩΠΕΙΑΣ ΘΕΣ/ΚΗΣ [416, 1280, 600, 1354]
paper-name: ΜΑΚΕΔΟΝΙΑ [753, 9, 849, 24]
article-text: Ἐκλήθησαν διὰ τὴν προσεχῆ Πέμπτην εἰς σύσκεψιν οἱ κοινοτικοὶ πρόεδροι τῶν ἐπαρχιῶν τοῦ νομοῦ, ὅπως ληφθοῦν μέτρα πρὸς καταπολέμησιν τῶν ἀκρίδων καὶ τῶν ἀρουραίων οἵτινες προξενοῦν ζημίας εἰς τὰς καλλιεργείας. [1052, 1436, 1260, 1511]
edition-2-label: 2α ΕΚΔΟΣΙΣ [1296, 111, 1562, 156]
germany-headline-block [410, 110, 1260, 382]
headline: ΑΙ ΑΝΑΚΡΙΣΕΙΣ ΔΙΑ ΤΗΝ ΠΥΡΚΑΓΙΑΝ ΚΑΜΠΕΛ [58, 1032, 358, 1067]
article-text: ΛΟΝΔΙΝΟΝ 14. — Κατὰ τηλεγραφήματα ἐξ Οὐασιγκτῶνος ἐκ τῶν κύκλων τῶν Ἀμερικανικῶν Τραπεζῶν ἐπικρατεῖ ἡ γνώμη ὅτι ἡ Ἀμερικὴ εἶναι ἕτοιμος νὰ ἀφήσῃ τὴν Εὐρώπην νὰ ἐπιληφθῇ τοῦ ζητήματος τῆς οἰκονομικῆς καταστάσεως τῆς Γερμανίας. Οἱ Ἀμερικανοὶ ἰθύνοντες φρονοῦν ὅτι ἡ Ἀμερικὴ ἔκαμεν ὅ,τι ἦτο δυνατὸν μὲ τὴν πρότασιν τοῦ Χούβερ καὶ ὅτι τώρα ἀνήκει εἰς τὰς Εὐρωπαϊκὰς χώρας νὰ ἀναλάβουν τὰς εὐθύνας των. [410, 664, 680, 763]
page-label: Σελίς 4 [22, 10, 62, 25]
article-text: Ὁ ἀνακριτὴς τοῦ β' γραφείου κ. Μουχτζόγλου συνεχίζει τὴν ἀνάκρισιν ἐπὶ τῆς ἐμπρησμοῦ τοῦ ἰσραηλιτικοῦ συνοικισμοῦ Κάμπελ. Ἐξήτασε χθὲς διαφόρους μάρτυρας. Πάντως ἡ ἀνάκρισις συνεχίζεται εὐρύτατα καὶ ἐπὶ τοῦ ἐμφανισθέντος ζητήματος τῆς εὐθύνης διαφόρων προσώπων. [22, 1067, 394, 1117]
article-text: ΛΟΝΔΙΝΟΝ 14. — Ὁ κ. Βενιζέλος ἐδέχθη τὴν ἐπίσκεψιν τοῦ Προέδρου τοῦ Ἑλληνικοῦ Συλλόγου καὶ τῶν μελῶν τῆς Ἑλληνικῆς παροικίας. [1274, 1213, 1584, 1250]
divider [410, 620, 1260, 622]
headline: ΑΙ ΣΥΝΟΜΙΛΙΑΙ ΤΟΥ κ. ΤΣΑΛΔΑΡΗ ΕΝ ΑΘΗΝΑΙΣ [33, 599, 383, 638]
headline: ΔΙΑ ΤΗΝ ΚΑΤΑΡΓΗΣΙΝ ΤΩΝ ΔΙΑΤΙΜΗΣΕΩΝ ΑΡΤΟΥ [1318, 893, 1540, 928]
article-text: ΑΘΗΝΑΙ 14. — Ἀναχωροῦσιν διὰ Σάμον ὁ Ὑπουργὸς τῆς Πρόνοιας κ. Ἰασονίδης καὶ ὁ Πρόεδρος τῆς Βουλῆς κ. Σοφούλης. Ὁ ὑπουργὸς τῆς Πρόνοιας θὰ ἐπιθεωρήσῃ τὰ ἐκεῖ ἱδρύματα. [1274, 849, 1584, 887]
headline: ΤΙ ΛΕΓΕΙ Ο κ. ΠΕΠΑΣ [861, 1052, 1009, 1066]
headline: Ο ΑΓΩΝ ΠΕΡΙ ΤΗΝ ΑΡΧΗΓΙΑΝ [39, 271, 377, 296]
germany-article-right [844, 382, 1260, 618]
article-text: ΒΕΡΟΛΙΝΟΝ 14. — Κατὰ πληροφορίας ἐκ Λονδίνου αἱ οἰκονομικαὶ διαπραγματεύσεις θὰ συνεχισθοῦν. Ὁ Ἄγγλος Ὑπουργὸς τῶν Ἐξωτερικῶν ἀνεκοίνωσεν ὅτι ἡ Ἀγγλικὴ Κυβέρνησις ἀναμένει τὰς προτάσεις τῆς Γερμανίας. Ἡ σημερινὴ ἡμέρα θεωρεῖται κρίσιμος διὰ τὴν Γερμανικὴν οἰκονομίαν. [690, 729, 960, 804]
headline: ΑΙ ΕΠΙΣΗΜΟΙ ΣΥΝΟΜΙΛΙΑΙ [1350, 1098, 1508, 1147]
headline: ΑΠΟΛΥΣΙΣ ΦΥΛΑΚΩΝ ΤΩΝ ΦΥΛΑΚΩΝ ΘΕΣΣΑΛΟΝΙΚΗΣ [1060, 1920, 1252, 1950]
section-banner: ΕΙΔΗΣΕΙΣ ΚΑΙ ΤΗΛΕΓΡΑΦΗΜΑΤΑ [32, 26, 1582, 97]
masthead-bar [22, 8, 1580, 28]
article-text: ΑΘΗΝΑΙ 14. — Ὁ κ. Τσαλδάρης συνωμίλησε χθὲς μετὰ διαφόρων φίλων του ἐπὶ τοῦ πολιτικοῦ ζητήματος τὸ ὁποῖον εἶχεν ἀνακινήσει κατὰ τὴν διάρκειαν τῆς περιοδείας του ἀνὰ τὴν Μακεδονίαν. Ὁ κ. Τσαλδάρης τυχὸν ἐπιφυλάσσεται πρὸς τὰ τοῦ κυβερνητικοῦ προγράμματος νὰ ἀντιτάξῃ τὰς ἀπόψεις τοῦ κόμματος. Δύναται πάντως νὰ θεωρηθῇ βέβαιον, ὅτι ὁ κ. Τσαλδάρης θὰ ἐπιμείνῃ εἰς τὴν ἀνάγκην τῆς ἀναθεωρήσεως τοῦ Συντάγματος. [22, 638, 394, 713]
headline: ΤΟ ΕΝΔΙΑΦΕΡΟΝ ΤΟΥ κ. ΔΗΜΑΡΧΟΥ ΔΙΑ ΤΑ ΣΧΟΛΙΚΑ ΔΗΜΟΤΙΚΑ ΣΥΣΣΙΤΙΑ [414, 1564, 602, 1625]
america-col-3 [970, 662, 1260, 946]
customs-col-1 [410, 1052, 610, 1272]
headline: Η ΕΠΙΣΚΕΨΙΣ ΤΟΥ κ. Π. ΤΣΑΛΔΑΡΗ ΕΠΕΔΕΙΝΩΣΕ ΤΗΝ ΚΑΤΑΣΤΑΣΙΝ [46, 186, 370, 265]
